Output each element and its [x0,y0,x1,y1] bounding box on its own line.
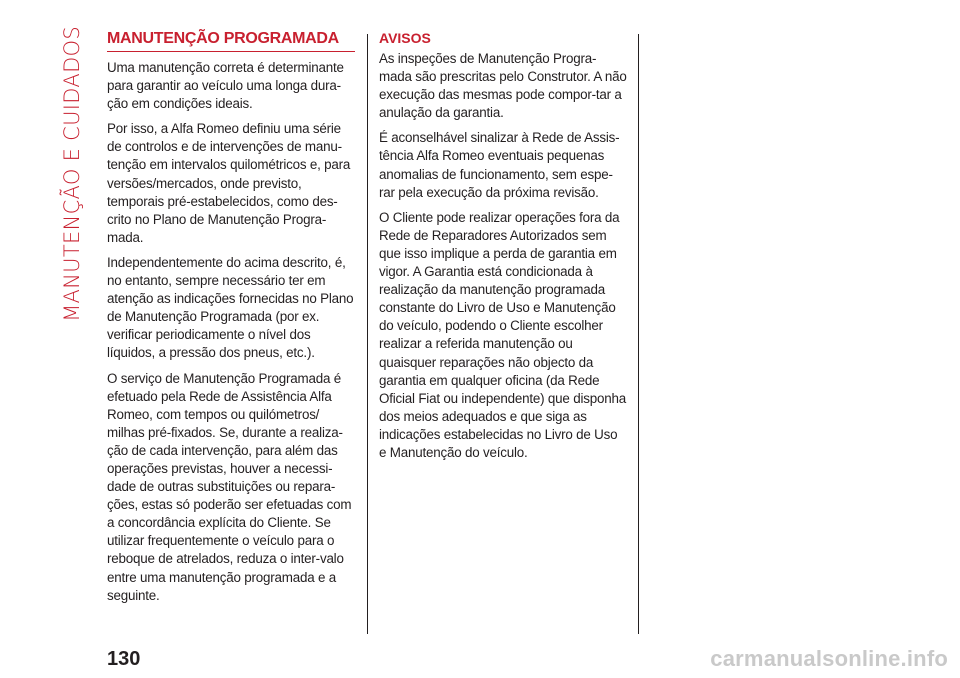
side-section-title-text: MANUTENÇÃO E CUIDADOS [60,26,84,322]
paragraph: Por isso, a Alfa Romeo definiu uma série de controlos e de intervenções de manu-tenção em intervalos quilométricos e, para versões/mercados, onde previsto, temporais pré-estabelecidos, como des-crito no Plano de Manutenção Progra-mada. [107,121,351,245]
paragraph: Uma manutenção correta é determinante para garantir ao veículo uma longa dura-ção em condições ideais. [107,60,344,112]
section-heading: MANUTENÇÃO PROGRAMADA [107,30,355,52]
paragraph: As inspeções de Manutenção Progra-mada são prescritas pelo Construtor. A não execução das mesmas pode compor-tar a anulação da garantia. [379,51,627,121]
paragraph: Independentemente do acima descrito, é, no entanto, sempre necessário ter em atenção as indicações fornecidas no Plano de Manutenção Programada (por ex. verificar periodicamente o nível dos líquidos, a pressão dos pneus, etc.). [107,254,354,361]
watermark: carmanualsonline.info [710,646,948,671]
warnings-heading: AVISOS [379,30,431,46]
page-number: 130 [107,648,141,670]
side-section-title [42,22,102,322]
paragraph: É aconselhável sinalizar à Rede de Assis-tência Alfa Romeo eventuais pequenas anomalias de funcionamento, sem espe-rar pela execução da próxima revisão. [379,130,620,200]
column-divider [638,34,639,634]
column-divider [367,34,368,634]
paragraph: O serviço de Manutenção Programada é efetuado pela Rede de Assistência Alfa Romeo, com tempos ou quilómetros/ milhas pré-fixados. Se, durante a realiza-ção de cada intervenção, para além das operações previstas, houver a necessi-dade de outras substituições ou repara-ções, estas só poderão ser efetuadas com a concordância explícita do Cliente. Se utilizar frequentemente o veículo para o reboque de atrelados, reduza o inter-valo entre uma manutenção programada e a seguinte. [107,370,352,603]
left-column [107,30,355,612]
paragraph: O Cliente pode realizar operações fora da Rede de Reparadores Autorizados sem que isso implique a perda de garantia em vigor. A Garantia está condicionada à realização da manutenção programada constante do Livro de Uso e Manutenção do veículo, podendo o Cliente escolher realizar a referida manutenção ou quaisquer reparações não objecto da garantia em qualquer oficina (da Rede Oficial Fiat ou independente) que disponha dos meios adequados e que siga as indicações estabelecidas no Livro de Uso e Manutenção do veículo. [379,209,626,460]
right-column [379,30,627,469]
